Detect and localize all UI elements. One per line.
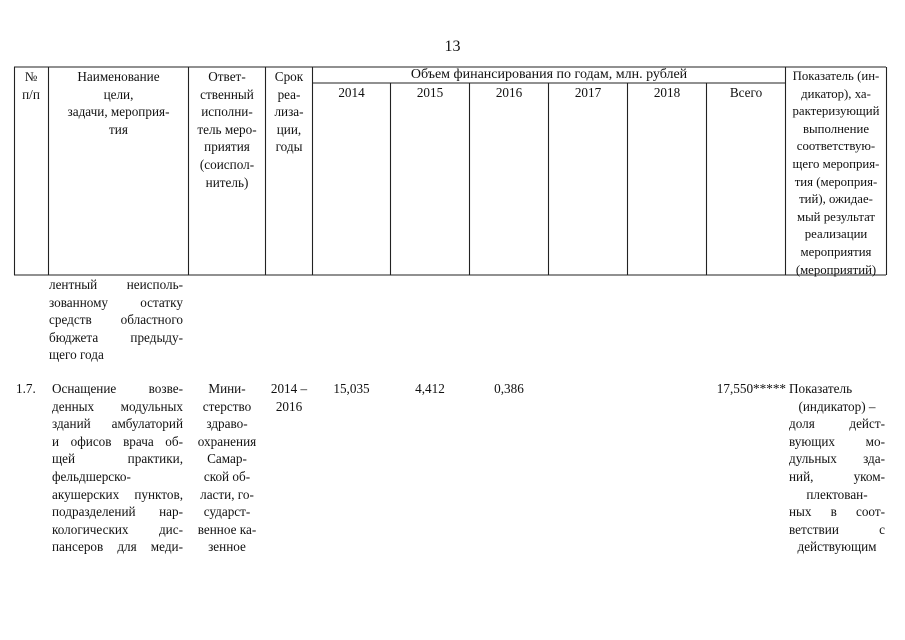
header-indicator: Показатель (ин- дикатор), ха- рактеризующий выполнение соответствую- щего мероприя- тия (мероприя- тий), ожидае- мый результат реализации мероприятия (мероприятий): [792, 69, 880, 277]
header-year-2017: 2017: [574, 85, 602, 100]
row-number: 1.7.: [16, 381, 36, 396]
header-year-2018: 2018: [653, 85, 681, 100]
header-name: Наименование цели, задачи, мероприя- тия: [67, 69, 170, 137]
header-year-2014: 2014: [338, 85, 365, 100]
continuation-name: лентный неисполь- зованному остатку средств областного бюджета предыду- щего года: [49, 277, 183, 363]
row-value-2016: 0,386: [494, 381, 524, 396]
page-number: 13: [444, 38, 461, 55]
row-value-2014: 15,035: [333, 381, 370, 396]
header-total: Всего: [729, 85, 763, 100]
header-year-2016: 2016: [495, 85, 523, 100]
header-responsible: Ответ- ственный исполни- тель меро- приятия (соиспол- нитель): [197, 69, 257, 190]
row-total: 17,550*****: [716, 381, 786, 396]
row-responsible: Мини- стерство здраво- охранения Самар- ской об- ласти, го- сударст- венное ка- зенное: [197, 381, 257, 555]
header-funding-title: Объем финансирования по годам, млн. рублей: [410, 67, 688, 82]
header-year-2015: 2015: [416, 85, 444, 100]
header-term: Срок реа- лиза- ции, годы: [274, 69, 304, 155]
row-value-2015: 4,412: [415, 381, 445, 396]
row-term: 2014 – 2016: [270, 381, 308, 414]
row-name: Оснащение возве- денных модульных зданий амбулаторий и офисов врача об- щей практики, фельдшерско- акушерских пунктов, подразделений нар- кологических дис- пансеров для меди-: [52, 381, 183, 555]
header-num: № п/п: [22, 69, 40, 102]
row-indicator: Показатель (индикатор) – доля дейст- вующих мо- дульных зда- ний, уком- плектован- ных в соот- ветствии с действующим: [789, 381, 885, 555]
